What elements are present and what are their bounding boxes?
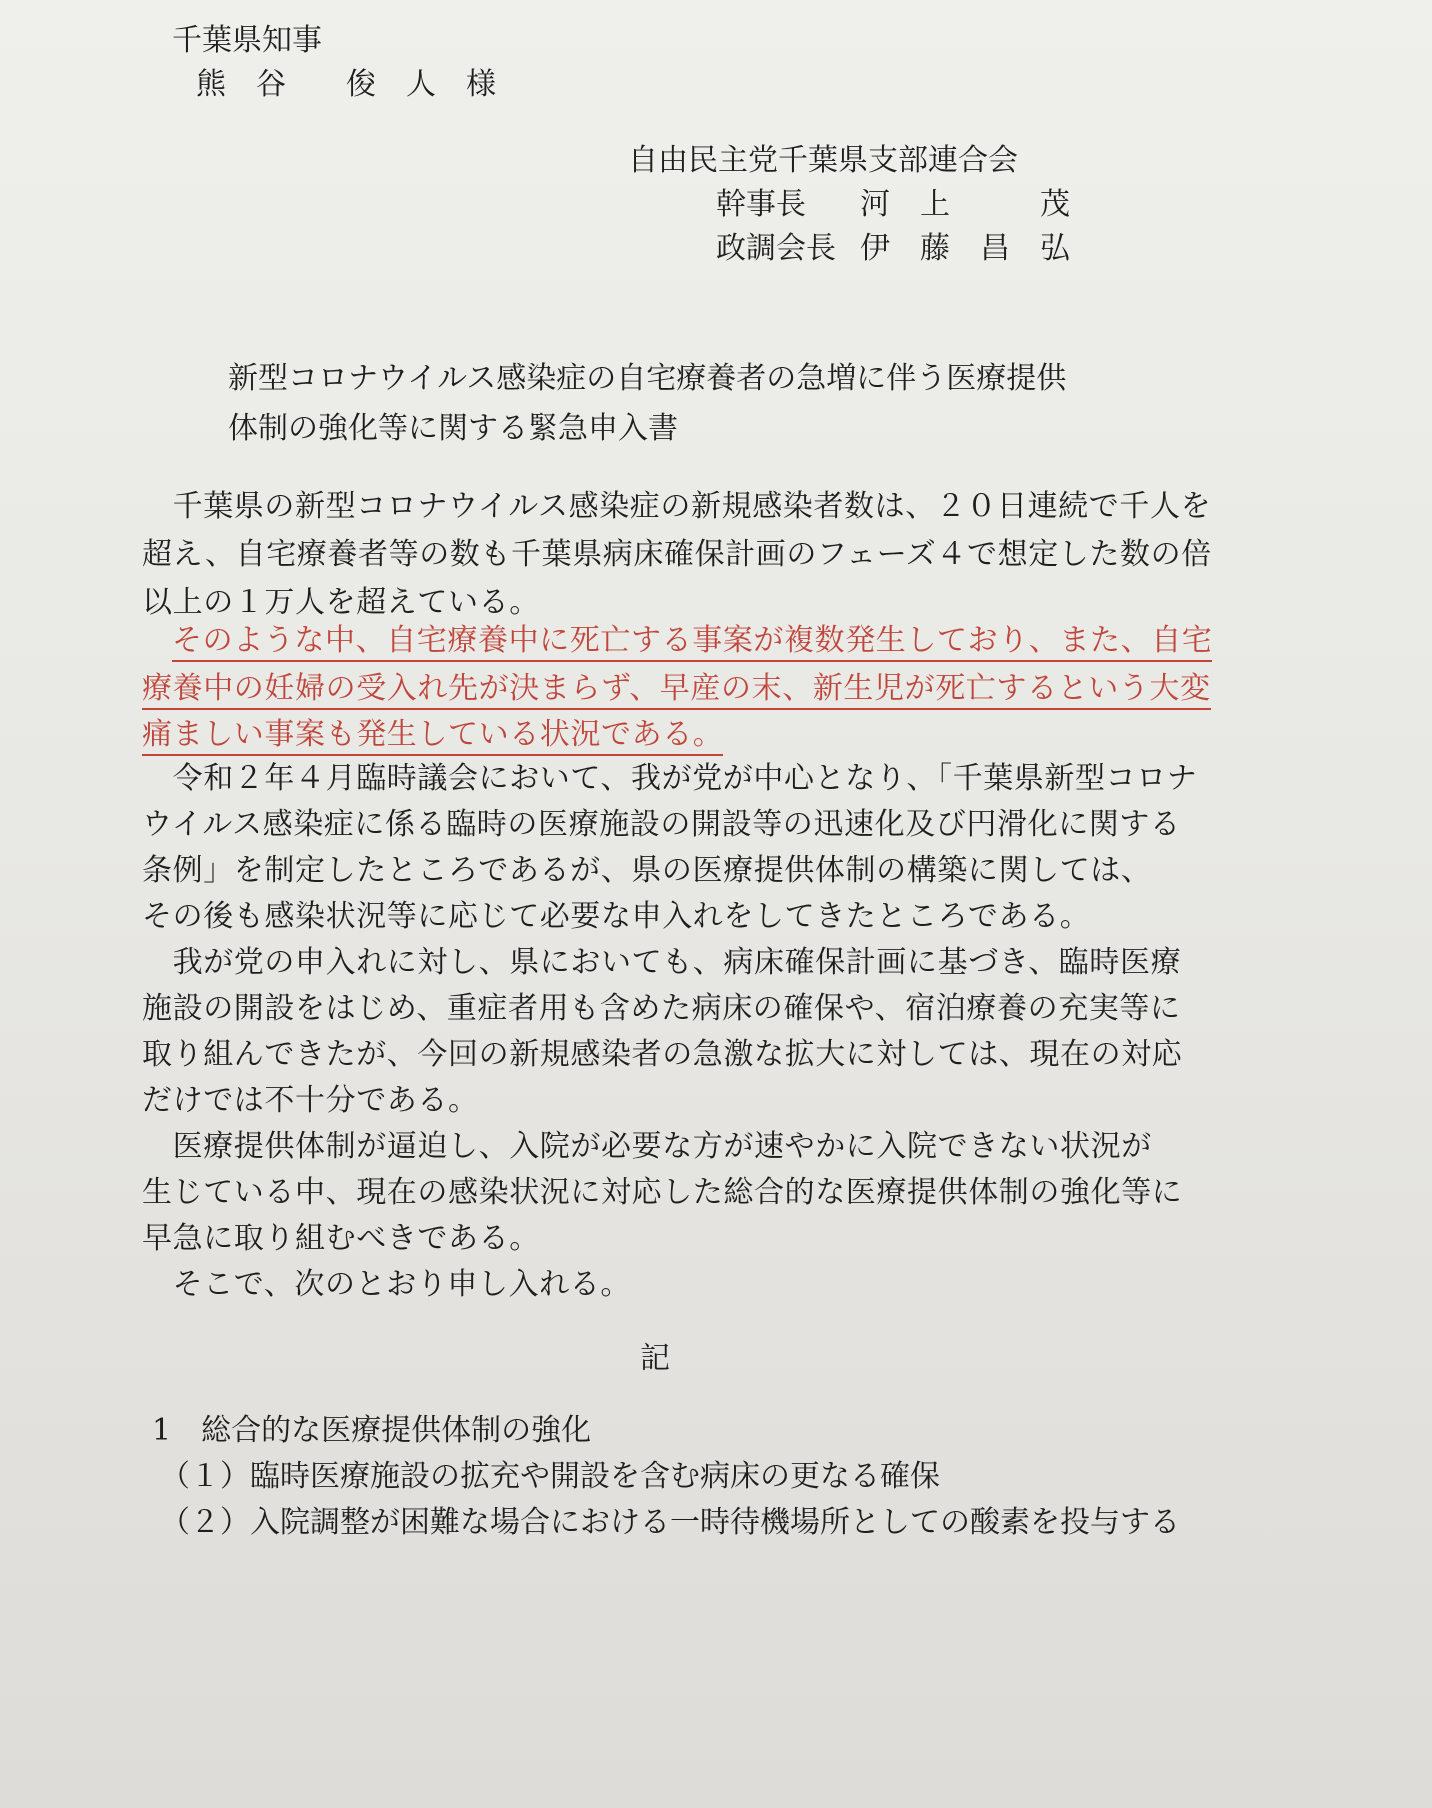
document-title-line-1: 新型コロナウイルス感染症の自宅療養者の急増に伴う医療提供 [228, 361, 1067, 396]
body-line: そこで、次のとおり申し入れる。 [142, 1267, 631, 1302]
highlighted-line [172, 622, 1212, 660]
ki-heading: 記 [640, 1341, 670, 1376]
highlighted-text: そのような中、自宅療養中に死亡する事案が複数発生しており、また、自宅 [172, 623, 1212, 662]
section-1-heading: 1 総合的な医療提供体制の強化 [152, 1413, 592, 1448]
body-line: 取り組んできたが、今回の新規感染者の急激な拡大に対しては、現在の対応 [142, 1037, 1183, 1072]
body-line: 我が党の申入れに対し、県においても、病床確保計画に基づき、臨時医療 [142, 945, 1182, 980]
signatory-role-secretary-general: 幹事長 [716, 187, 806, 222]
body-line: 令和２年４月臨時議会において、我が党が中心となり、「千葉県新型コロナ [142, 761, 1198, 796]
body-line: 条例」を制定したところであるが、県の医療提供体制の構築に関しては、 [142, 853, 1152, 888]
document-title-line-2: 体制の強化等に関する緊急申入書 [228, 411, 678, 446]
sender-organization: 自由民主党千葉県支部連合会 [628, 143, 1018, 178]
body-line: 以上の１万人を超えている。 [142, 585, 540, 620]
highlighted-line [142, 716, 723, 754]
signatory-role-policy-chair: 政調会長 [716, 231, 836, 266]
signatory-name-policy-chair: 伊 藤 昌 弘 [860, 231, 1070, 266]
highlighted-text: 痛ましい事案も発生している状況である。 [142, 717, 723, 756]
body-line: 生じている中、現在の感染状況に対応した総合的な医療提供体制の強化等に [142, 1175, 1183, 1210]
highlighted-text: 療養中の妊婦の受入れ先が決まらず、早産の末、新生児が死亡するという大変 [142, 671, 1211, 710]
signatory-name-secretary-general: 河 上 茂 [860, 187, 1070, 222]
body-line: 千葉県の新型コロナウイルス感染症の新規感染者数は、２０日連続で千人を [142, 489, 1212, 524]
addressee-title: 千葉県知事 [172, 23, 322, 58]
body-line: その後も感染状況等に応じて必要な申入れをしてきたところである。 [142, 899, 1091, 934]
body-line: 早急に取り組むべきである。 [142, 1221, 540, 1256]
subitem-2: （２）入院調整が困難な場合における一時待機場所としての酸素を投与する [160, 1505, 1180, 1540]
body-line: 超え、自宅療養者等の数も千葉県病床確保計画のフェーズ４で想定した数の倍 [142, 537, 1212, 572]
addressee-name: 熊 谷 俊 人 様 [196, 67, 496, 102]
subitem-1: （１）臨時医療施設の拡充や開設を含む病床の更なる確保 [160, 1459, 940, 1494]
body-line: ウイルス感染症に係る臨時の医療施設の開設等の迅速化及び円滑化に関する [142, 807, 1181, 842]
body-line: だけでは不十分である。 [142, 1083, 479, 1118]
body-line: 医療提供体制が逼迫し、入院が必要な方が速やかに入院できない状況が [142, 1129, 1152, 1164]
body-line: 施設の開設をはじめ、重症者用も含めた病床の確保や、宿泊療養の充実等に [142, 991, 1181, 1026]
highlighted-line [142, 670, 1211, 708]
